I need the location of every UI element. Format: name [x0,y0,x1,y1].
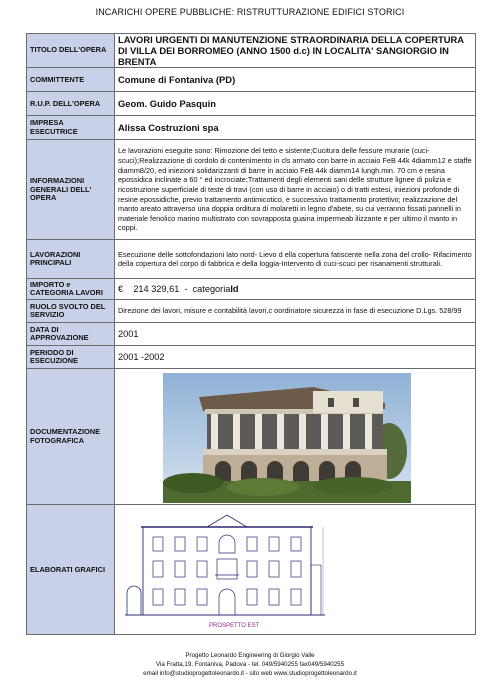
value-lavorazioni: Esecuzione delle sottofondazioni lato nord- Lievo d ella copertura fatiscente nella zona del crollo- Rifacimento della copertura del corpo di fabbrica e della loggia-Intervento di cuci-scuci per risanamenti strutturali. [115,240,476,279]
label-titolo: TITOLO DELL'OPERA [27,34,115,68]
footer-address: Via Fratta,19, Fontaniva, Padova - tel. 049/5940255 fax049/5940255 [155,660,345,668]
project-sheet [26,33,476,635]
label-data: DATA DI APPROVAZIONE [27,323,115,346]
label-committente: COMMITTENTE [27,68,115,92]
drawing-caption: PROSPETTO EST [209,622,260,629]
value-periodo: 2001 -2002 [115,346,476,369]
footer-contacts: email info@studioprogettoleonardo.it - sito web www.studioprogettoleonardo.it [143,669,357,677]
value-ruolo: Direzione dei lavori, misure e contabilità lavori,c oordinatore sicurezza in fase di esecuzione D.Lgs. 528/99 [115,300,476,323]
importo-category: Id [230,284,239,295]
label-periodo: PERIODO DI ESECUZIONE [27,346,115,369]
value-impresa: Alissa Costruzioni spa [115,116,476,140]
value-committente: Comune di Fontaniva (PD) [115,68,476,92]
photo-cell [115,369,476,505]
footer [0,652,500,679]
value-info: Le lavorazioni eseguite sono: Rimozione del tetto e sistente;Cucitura delle fessure murarie (cuci-scuci);Realizzazione di cordolo di contenimento in cls armato con barre in acciaio FeB 44k 4diamm12 e staffe diamm8/20, ed iniezioni solidarizzanti di barre in acciaio FeB 44k diamm14 lungh.min. 70 cm e resina epossidica inclinate a 60 ° ed incrociate;Trattamenti degli elementi sani delle strutture lignee di pulizia e ricostruzione superficiale di teste di travi (con uso di barre in acciaio) o di tratti estesi, iniezioni profonde di resine epossidiche, previo trattamento antimicotico, e successivo trattamento protettivo; realizzazione del manto areato attraverso una doppia orditura di molaretti in legno d'abete, su cui verranno fissati pannelli in materiale fenolico marino multistrato con sovrapposta guaina impermeab ilizzante e per ultimo il manto in coppi. [115,140,476,240]
footer-company: Progetto Leonardo Engineering di Giorgio Valle [185,652,315,659]
page-header: INCARICHI OPERE PUBBLICHE: RISTRUTTURAZIONE EDIFICI STORICI [95,7,405,17]
villa-photo [163,373,411,503]
label-lavorazioni: LAVORAZIONI PRINCIPALI [27,240,115,279]
value-rup: Geom. Guido Pasquin [115,92,476,116]
elevation-drawing [123,509,327,633]
value-titolo: LAVORI URGENTI DI MANUTENZIONE STRAORDINARIA DELLA COPERTURA DI VILLA DEI BORROMEO (ANNO 1500 d.c) IN LOCALITA' SANGIORGIO IN BRENTA [115,34,476,68]
label-importo: IMPORTO e CATEGORIA LAVORI [27,279,115,300]
label-ruolo: RUOLO SVOLTO DEL SERVIZIO [27,300,115,323]
value-data: 2001 [115,323,476,346]
label-foto: DOCUMENTAZIONE FOTOGRAFICA [27,369,115,505]
label-rup: R.U.P. DELL'OPERA [27,92,115,116]
drawing-cell [115,505,476,635]
label-info: INFORMAZIONI GENERALI DELL' OPERA [27,140,115,240]
value-importo [115,279,476,300]
label-grafici: ELABORATI GRAFICI [27,505,115,635]
importo-amount: € 214 329,61 - categoria [118,284,231,295]
label-impresa: IMPRESA ESECUTRICE [27,116,115,140]
